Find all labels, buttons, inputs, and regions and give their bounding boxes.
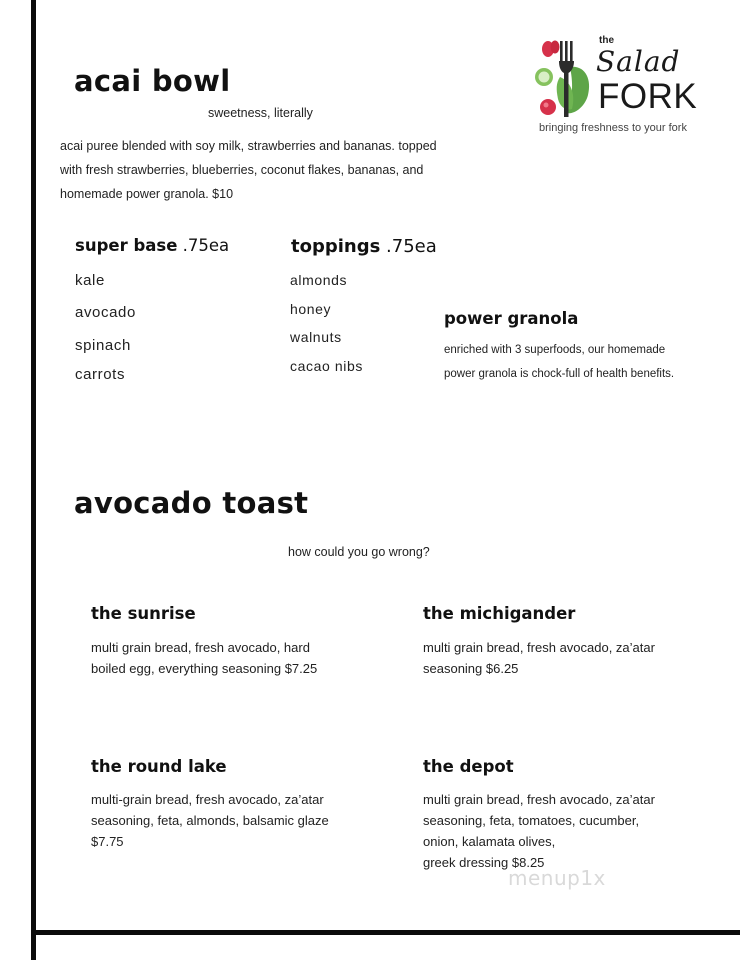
bottom-border-line xyxy=(31,930,740,935)
left-border-line xyxy=(31,0,36,960)
avocado-toast-title: avocado toast xyxy=(74,486,309,520)
fork-veggie-icon xyxy=(530,37,600,119)
power-granola-line: enriched with 3 superfoods, our homemade xyxy=(444,344,666,356)
toast-item-line: seasoning, feta, almonds, balsamic glaze xyxy=(91,813,329,828)
toast-item-line: multi grain bread, fresh avocado, za’atar xyxy=(423,640,655,655)
acai-description-line: acai puree blended with soy milk, strawberries and bananas. topped xyxy=(60,139,437,153)
acai-bowl-description xyxy=(60,134,510,206)
super-base-item: spinach xyxy=(75,337,131,354)
super-base-item: kale xyxy=(75,272,105,289)
toast-item-name: the depot xyxy=(423,757,514,776)
toast-item-line: seasoning, feta, tomatoes, cucumber, xyxy=(423,813,640,828)
menupix-watermark: menup1x xyxy=(508,866,606,890)
super-base-item: carrots xyxy=(75,366,126,383)
toast-item-description xyxy=(423,637,723,679)
logo-fork: FORK xyxy=(598,77,698,116)
toast-item-line: multi grain bread, fresh avocado, za’atar xyxy=(423,792,655,807)
toast-item-description xyxy=(91,789,391,852)
power-granola-title: power granola xyxy=(444,309,579,328)
toppings-price: .75ea xyxy=(380,236,437,257)
toast-item-description xyxy=(91,637,391,679)
acai-description-line: homemade power granola. $10 xyxy=(60,187,234,201)
toppings-title: toppings xyxy=(291,236,381,257)
acai-bowl-subtitle: sweetness, literally xyxy=(208,106,313,120)
toast-item-line: onion, kalamata olives, xyxy=(423,834,556,849)
logo-the: the xyxy=(599,35,614,46)
super-base-price: .75ea xyxy=(177,236,230,255)
acai-bowl-title: acai bowl xyxy=(74,64,231,98)
toast-item-line: multi grain bread, fresh avocado, hard xyxy=(91,640,310,655)
logo-salad: Salad xyxy=(596,45,681,78)
topping-item: almonds xyxy=(290,272,348,288)
salad-fork-logo xyxy=(530,35,720,145)
power-granola-description xyxy=(444,338,734,386)
toast-item-name: the sunrise xyxy=(91,604,196,623)
toast-item-name: the michigander xyxy=(423,604,576,623)
super-base-heading xyxy=(75,236,229,255)
toast-item-line: $7.75 xyxy=(91,834,124,849)
super-base-title: super base xyxy=(75,236,178,255)
toast-item-line: boiled egg, everything seasoning $7.25 xyxy=(91,661,318,676)
topping-item: honey xyxy=(290,301,332,317)
super-base-item: avocado xyxy=(75,304,136,321)
toast-item-line: multi-grain bread, fresh avocado, za’atar xyxy=(91,792,324,807)
logo-tagline: bringing freshness to your fork xyxy=(539,122,687,134)
toast-item-description xyxy=(423,789,723,873)
topping-item: cacao nibs xyxy=(290,358,363,374)
toast-item-line: seasoning $6.25 xyxy=(423,661,519,676)
toppings-heading xyxy=(291,236,437,257)
toast-item-name: the round lake xyxy=(91,757,227,776)
topping-item: walnuts xyxy=(290,329,342,345)
acai-description-line: with fresh strawberries, blueberries, coconut flakes, bananas, and xyxy=(60,163,424,177)
power-granola-line: power granola is chock-full of health benefits. xyxy=(444,368,675,380)
avocado-toast-subtitle: how could you go wrong? xyxy=(288,545,430,559)
toast-item-line: greek dressing $8.25 xyxy=(423,855,545,870)
